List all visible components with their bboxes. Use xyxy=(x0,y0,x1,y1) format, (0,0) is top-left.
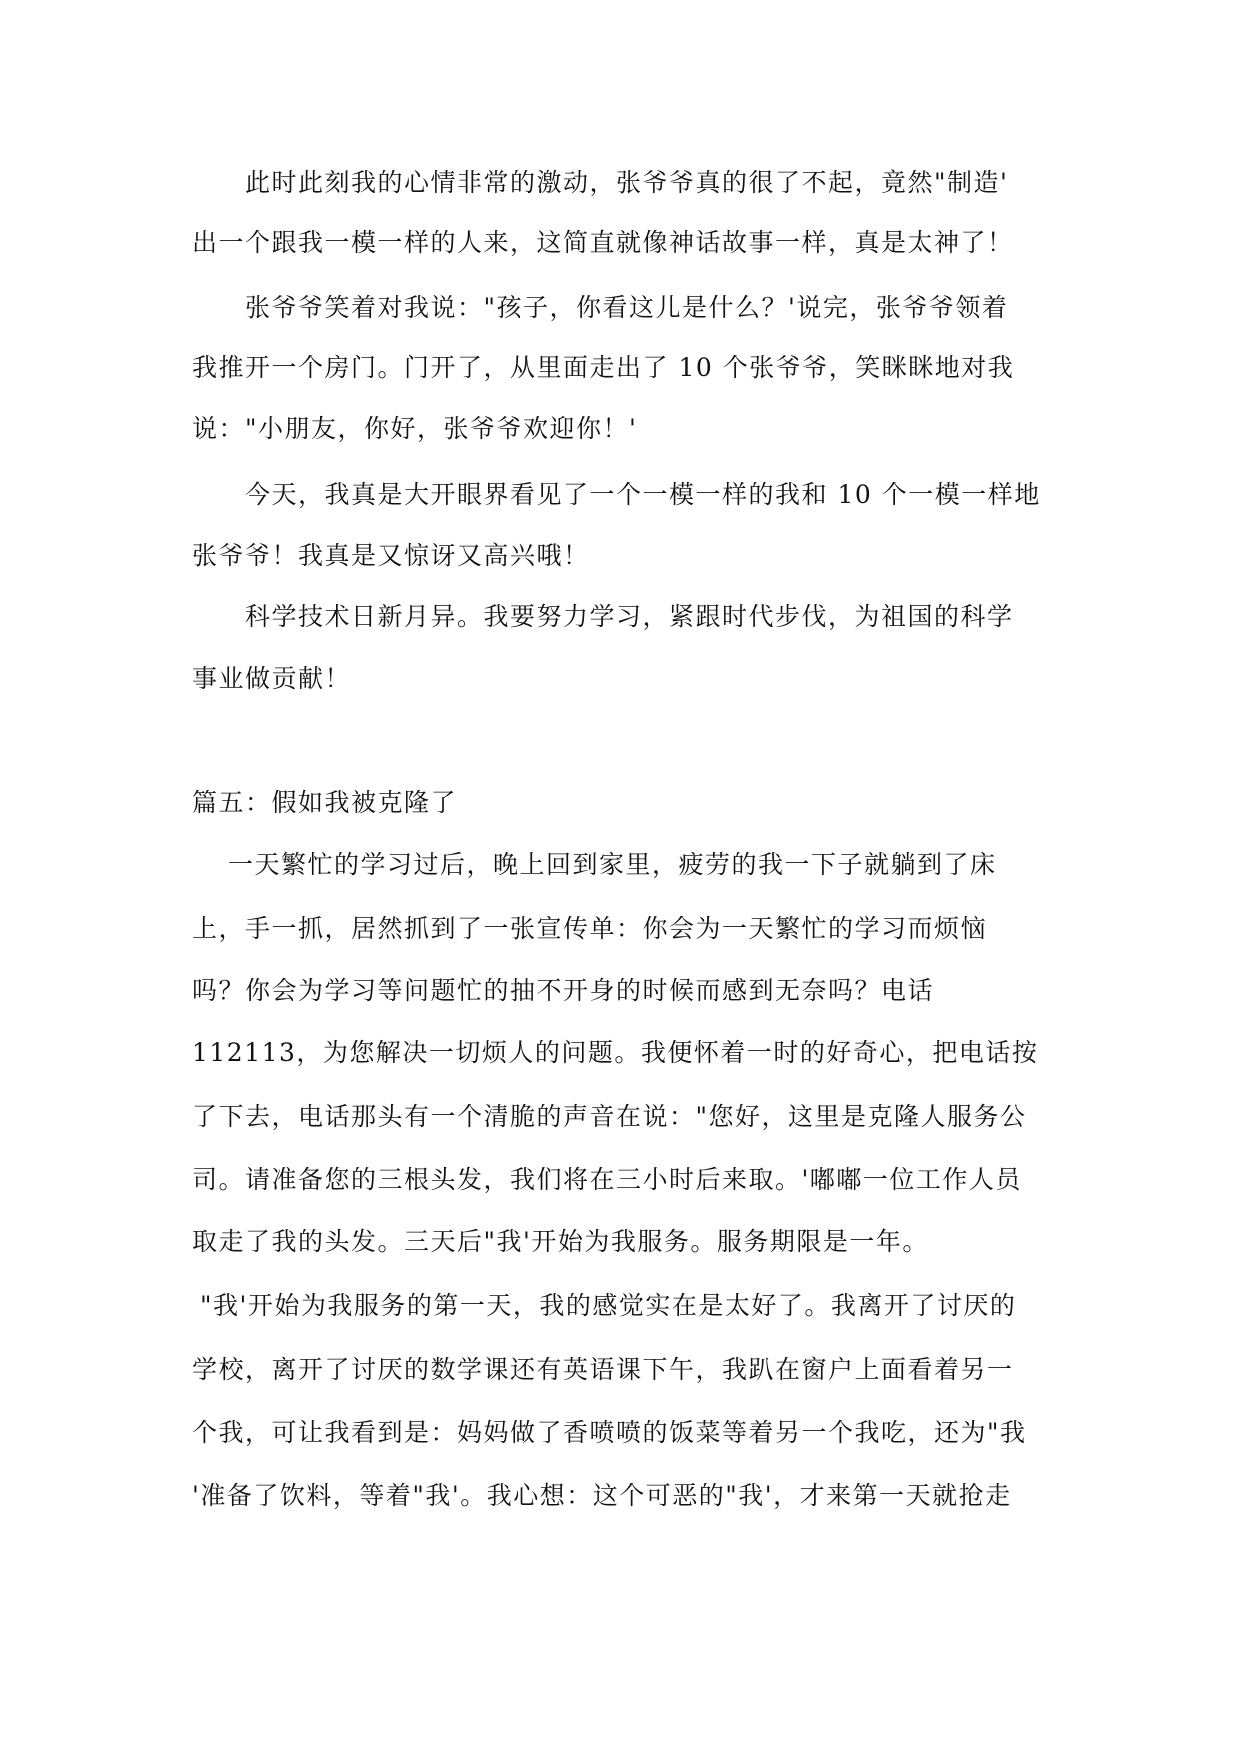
text-line: 学校，离开了讨厌的数学课还有英语课下午，我趴在窗户上面看着另一 xyxy=(192,1355,1014,1384)
text-line: 一天繁忙的学习过后，晚上回到家里，疲劳的我一下子就躺到了床 xyxy=(228,850,997,879)
text-line: 张爷爷笑着对我说："孩子，你看这儿是什么？'说完，张爷爷领着 xyxy=(245,293,1009,322)
text-line: 张爷爷！我真是又惊讶又高兴哦！ xyxy=(192,541,590,570)
text-line: 上，手一抓，居然抓到了一张宣传单：你会为一天繁忙的学习而烦恼 xyxy=(192,914,988,943)
text-line: 112113，为您解决一切烦人的问题。我便怀着一时的好奇心，把电话按 xyxy=(192,1038,1039,1067)
text-line: 事业做贡献！ xyxy=(192,664,352,693)
section-heading: 篇五：假如我被克隆了 xyxy=(192,788,458,817)
text-line: 吗？你会为学习等问题忙的抽不开身的时候而感到无奈吗？电话 xyxy=(192,976,935,1005)
text-line: 科学技术日新月异。我要努力学习，紧跟时代步伐，为祖国的科学 xyxy=(245,602,1014,631)
text-line: 今天，我真是大开眼界看见了一个一模一样的我和 10 个一模一样地 xyxy=(245,480,1041,509)
text-line: 司。请准备您的三根头发，我们将在三小时后来取。'嘟嘟一位工作人员 xyxy=(192,1165,1022,1194)
text-line: 此时此刻我的心情非常的激动，张爷爷真的很了不起，竟然"制造' xyxy=(245,168,1009,197)
text-line: 了下去，电话那头有一个清脆的声音在说："您好，这里是克隆人服务公 xyxy=(192,1102,1027,1131)
text-line: 出一个跟我一模一样的人来，这简直就像神话故事一样，真是太神了！ xyxy=(192,228,1014,257)
text-line: 个我，可让我看到是：妈妈做了香喷喷的饭菜等着另一个我吃，还为"我 xyxy=(192,1418,1027,1447)
text-line: "我'开始为我服务的第一天，我的感觉实在是太好了。我离开了讨厌的 xyxy=(200,1291,1017,1320)
text-line: 说："小朋友，你好，张爷爷欢迎你！' xyxy=(192,414,638,443)
text-line: 取走了我的头发。三天后"我'开始为我服务。服务期限是一年。 xyxy=(192,1227,929,1256)
text-line: '准备了饮料，等着"我'。我心想：这个可恶的"我'，才来第一天就抢走 xyxy=(192,1481,1012,1510)
text-line: 我推开一个房门。门开了，从里面走出了 10 个张爷爷，笑眯眯地对我 xyxy=(192,353,1015,382)
